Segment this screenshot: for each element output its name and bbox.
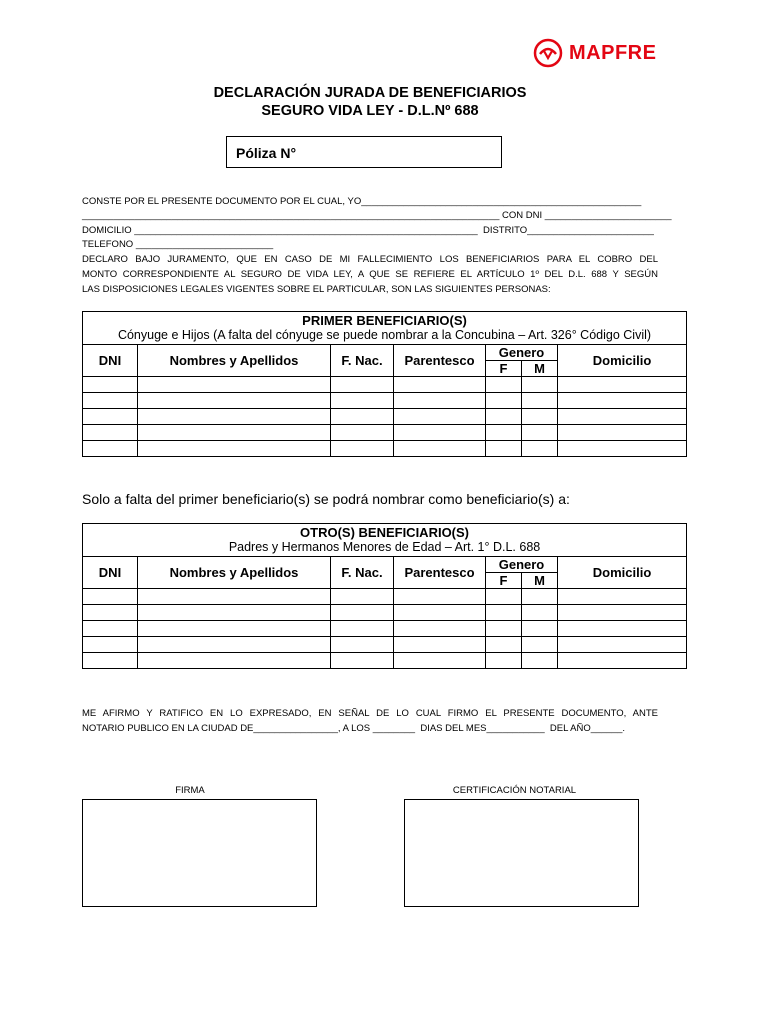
declaration-para-3: LAS DISPOSICIONES LEGALES VIGENTES SOBRE EL PARTICULAR, SON LAS SIGUIENTES PERSONAS: bbox=[82, 284, 551, 295]
table-row[interactable] bbox=[83, 621, 687, 637]
table1-header bbox=[83, 312, 687, 345]
primer-beneficiario-table bbox=[82, 311, 687, 457]
declaration-para-2: MONTO CORRESPONDIENTE AL SEGURO DE VIDA LEY, A QUE SE REFIERE EL ARTÍCULO 1º DEL D.L. 688 Y SEGÚN bbox=[82, 269, 658, 280]
table2-header bbox=[83, 524, 687, 557]
notarial-box[interactable] bbox=[404, 799, 639, 907]
table-row[interactable] bbox=[83, 589, 687, 605]
col-gender: Genero bbox=[486, 557, 558, 573]
col-relation: Parentesco bbox=[394, 345, 486, 377]
col-gender-f: F bbox=[486, 573, 522, 589]
declaration-line-2: _______________________________________________________________________________ CON DNI ________________________ bbox=[82, 210, 672, 221]
table-row[interactable] bbox=[83, 605, 687, 621]
table-row[interactable] bbox=[83, 377, 687, 393]
col-dni: DNI bbox=[83, 345, 138, 377]
firma-label: FIRMA bbox=[175, 785, 205, 796]
col-gender: Genero bbox=[486, 345, 558, 361]
col-gender-f: F bbox=[486, 361, 522, 377]
col-names: Nombres y Apellidos bbox=[138, 557, 331, 589]
col-names: Nombres y Apellidos bbox=[138, 345, 331, 377]
col-gender-m: M bbox=[522, 573, 558, 589]
document-title-line2: SEGURO VIDA LEY - D.L.Nº 688 bbox=[261, 103, 479, 119]
declaration-line-4: TELEFONO __________________________ bbox=[82, 239, 274, 250]
table-row[interactable] bbox=[83, 409, 687, 425]
table2-title: OTRO(S) BENEFICIARIO(S) bbox=[300, 525, 470, 540]
declaration-para-1: DECLARO BAJO JURAMENTO, QUE EN CASO DE MI FALLECIMIENTO LOS BENEFICIARIOS PARA EL COBRO DEL bbox=[82, 254, 658, 265]
col-relation: Parentesco bbox=[394, 557, 486, 589]
table-row[interactable] bbox=[83, 425, 687, 441]
col-birth: F. Nac. bbox=[331, 345, 394, 377]
otro-beneficiario-table bbox=[82, 523, 687, 669]
table2-subtitle: Padres y Hermanos Menores de Edad – Art. 1° D.L. 688 bbox=[228, 540, 541, 554]
alternate-beneficiary-note: Solo a falta del primer beneficiario(s) se podrá nombrar como beneficiario(s) a: bbox=[82, 491, 570, 507]
document-title-line1: DECLARACIÓN JURADA DE BENEFICIARIOS bbox=[213, 85, 527, 101]
brand-name: MAPFRE bbox=[569, 41, 657, 64]
closing-line-1: ME AFIRMO Y RATIFICO EN LO EXPRESADO, EN SEÑAL DE LO CUAL FIRMO EL PRESENTE DOCUMENTO, ANTE bbox=[82, 708, 658, 719]
col-address: Domicilio bbox=[558, 557, 687, 589]
closing-line-2: NOTARIO PUBLICO EN LA CIUDAD DE________________, A LOS ________ DIAS DEL MES___________ DEL AÑO______. bbox=[82, 723, 626, 734]
declaration-line-3: DOMICILIO _________________________________________________________________ DISTRITO________________________ bbox=[82, 225, 654, 236]
notarial-label: CERTIFICACIÓN NOTARIAL bbox=[452, 785, 577, 796]
table1-subtitle: Cónyuge e Hijos (A falta del cónyuge se puede nombrar a la Concubina – Art. 326° Código Civil) bbox=[117, 328, 652, 342]
col-address: Domicilio bbox=[558, 345, 687, 377]
poliza-field[interactable] bbox=[226, 136, 502, 168]
table-row[interactable] bbox=[83, 637, 687, 653]
col-gender-m: M bbox=[522, 361, 558, 377]
table-row[interactable] bbox=[83, 653, 687, 669]
col-birth: F. Nac. bbox=[331, 557, 394, 589]
poliza-label: Póliza N° bbox=[236, 145, 297, 161]
table-row[interactable] bbox=[83, 393, 687, 409]
firma-box[interactable] bbox=[82, 799, 317, 907]
declaration-line-1: CONSTE POR EL PRESENTE DOCUMENTO POR EL CUAL, YO_____________________________________________________ bbox=[82, 196, 642, 207]
table1-title: PRIMER BENEFICIARIO(S) bbox=[302, 313, 467, 328]
table-row[interactable] bbox=[83, 441, 687, 457]
brand-logo bbox=[533, 38, 656, 68]
mapfre-logo-icon bbox=[533, 38, 563, 68]
col-dni: DNI bbox=[83, 557, 138, 589]
